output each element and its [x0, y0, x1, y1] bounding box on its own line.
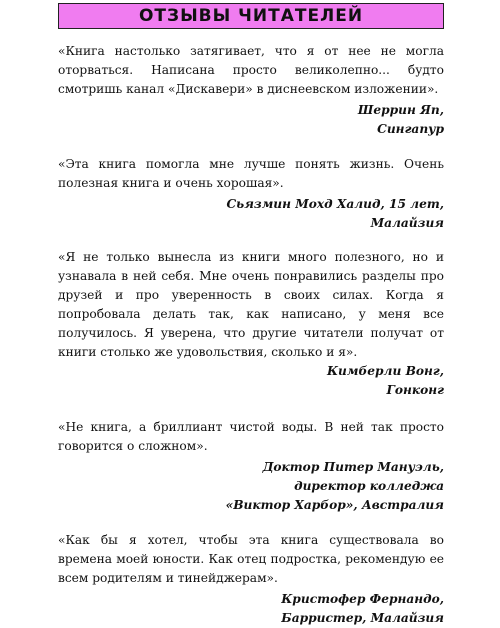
section-header	[58, 3, 444, 29]
review-author-location: Малайзия	[370, 216, 444, 230]
review-text: «Как бы я хотел, чтобы эта книга существовала во времена моей юности. Как отец подростка, рекомендую ее всем родителям и тинейджерам».	[58, 533, 444, 585]
review-author: Кимберли Вонг,	[326, 364, 444, 378]
review-item	[58, 531, 444, 628]
review-item	[58, 418, 444, 515]
review-author-location: Гонконг	[386, 383, 444, 397]
review-text: «Не книга, а бриллиант чистой воды. В ней так просто говорится о сложном».	[58, 420, 444, 453]
page-title: ОТЗЫВЫ ЧИТАТЕЛЕЙ	[138, 6, 364, 26]
review-author-title: директор колледжа	[294, 479, 444, 493]
review-author: Сьязмин Мохд Халид, 15 лет,	[226, 197, 444, 211]
review-text: «Эта книга помогла мне лучше понять жизнь. Очень полезная книга и очень хорошая».	[58, 157, 444, 190]
review-author: Доктор Питер Мануэль,	[262, 460, 444, 474]
review-text: «Книга настолько затягивает, что я от нее не могла оторваться. Написана просто великолепно... будто смотришь канал «Дискавери» в диснеевском изложении».	[58, 44, 444, 96]
reviews-list	[58, 42, 444, 628]
review-text: «Я не только вынесла из книги много полезного, но и узнавала в ней себя. Мне очень понравились разделы про друзей и про уверенность в своих силах. Когда я попробовала делать так, как написано, у меня все получилось. Я уверена, что другие читатели получат от книги столько же удовольствия, сколько и я».	[58, 250, 444, 359]
review-author: Кристофер Фернандо,	[281, 592, 444, 606]
review-author-location: «Виктор Харбор», Австралия	[225, 498, 444, 512]
review-item	[58, 248, 444, 400]
review-item	[58, 42, 444, 139]
review-item	[58, 155, 444, 233]
review-author-location: Сингапур	[377, 122, 444, 136]
review-author: Шеррин Яп,	[357, 103, 444, 117]
review-author-location: Барристер, Малайзия	[281, 611, 444, 625]
